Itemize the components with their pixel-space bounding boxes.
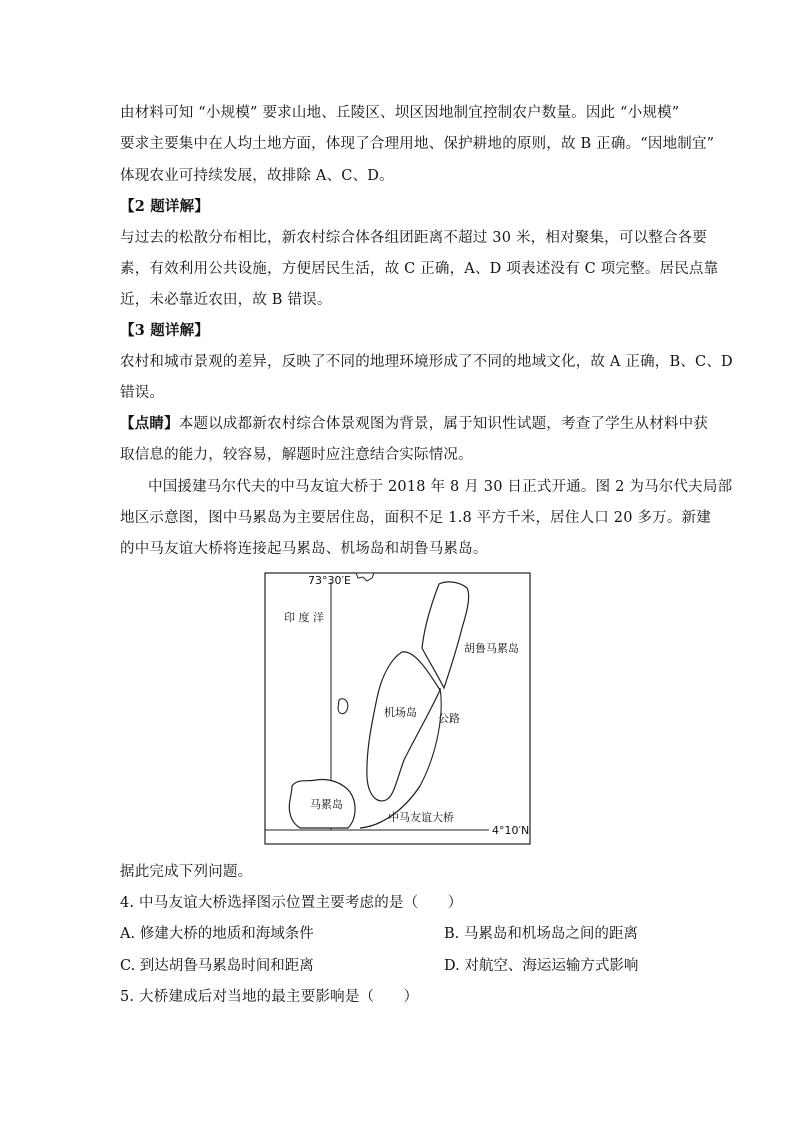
- section-heading-q2: 【2 题详解】: [120, 198, 210, 215]
- male-label: 马累岛: [310, 798, 343, 811]
- q4-option-c: C. 到达胡鲁马累岛时间和距离: [120, 958, 314, 974]
- q4-option-b: B. 马累岛和机场岛之间的距离: [444, 926, 638, 942]
- paragraph-line: [120, 414, 709, 434]
- paragraph-line: 要求主要集中在人均土地方面，体现了合理用地、保护耕地的原则，故 B 正确。“因地制宜”: [120, 136, 715, 152]
- hulhumale-label: 胡鲁马累岛: [464, 642, 519, 655]
- longitude-label: 73°30′E: [308, 574, 351, 587]
- maldives-map: [264, 572, 532, 846]
- paragraph-line: 的中马友谊大桥将连接起马累岛、机场岛和胡鲁马累岛。: [120, 541, 488, 557]
- paragraph-line: 中国援建马尔代夫的中马友谊大桥于 2018 年 8 月 30 日正式开通。图 2 为马尔代夫局部: [148, 479, 733, 495]
- paragraph-line: 地区示意图，图中马累岛为主要居住岛，面积不足 1.8 平方千米，居住人口 20 多万。新建: [120, 510, 711, 526]
- question-5-stem: 5. 大桥建成后对当地的最主要影响是（ ）: [120, 989, 419, 1005]
- ocean-label: 印 度 洋: [284, 611, 324, 624]
- paragraph-line: 错误。: [120, 385, 165, 401]
- map-svg: [264, 572, 532, 846]
- q4-option-a: A. 修建大桥的地质和海域条件: [120, 926, 314, 942]
- section-heading-q3: 【3 题详解】: [120, 322, 210, 339]
- airport-label: 机场岛: [384, 706, 417, 719]
- paragraph-line: 由材料可知 “小规模” 要求山地、丘陵区、坝区因地制宜控制农户数量。因此 “小规模”: [120, 105, 680, 121]
- paragraph-line: 素，有效利用公共设施，方便居民生活，故 C 正确，A、D 项表述没有 C 项完整。居民点靠: [120, 261, 719, 277]
- small-islet: [338, 699, 348, 714]
- paragraph-line: 农村和城市景观的差异，反映了不同的地理环境形成了不同的地域文化，故 A 正确，B、C、D: [120, 354, 733, 370]
- dianjing-label: 【点睛】: [120, 415, 179, 432]
- q4-option-d: D. 对航空、海运运输方式影响: [444, 958, 639, 974]
- road-label: 公路: [438, 712, 460, 725]
- latitude-label: 4°10′N: [492, 824, 530, 837]
- paragraph-line: 体现农业可持续发展，故排除 A、C、D。: [120, 168, 394, 184]
- bridge-label: 中马友谊大桥: [388, 811, 454, 824]
- question-4-stem: 4. 中马友谊大桥选择图示位置主要考虑的是（ ）: [120, 895, 463, 911]
- paragraph-line: 与过去的松散分布相比，新农村综合体各组团距离不超过 30 米，相对聚集，可以整合各要: [120, 230, 708, 246]
- paragraph-line: 取信息的能力，较容易，解题时应注意结合实际情况。: [120, 447, 473, 463]
- paragraph-line: 据此完成下列问题。: [120, 864, 253, 880]
- dianjing-text: 本题以成都新农村综合体景观图为背景，属于知识性试题，考查了学生从材料中获: [178, 416, 709, 432]
- paragraph-line: 近，未必靠近农田，故 B 错误。: [120, 292, 332, 308]
